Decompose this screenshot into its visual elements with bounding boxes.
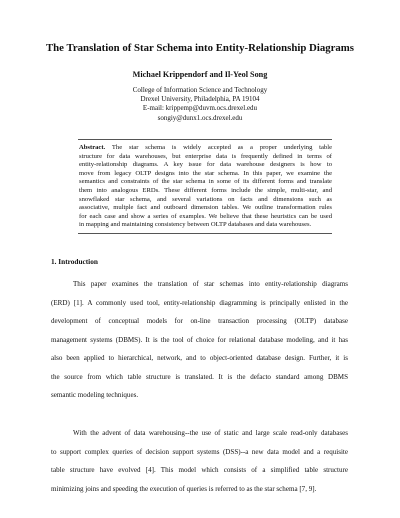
paragraph-line: semantic modeling techniques. (51, 391, 139, 400)
paragraph-line: to support complex queries of decision support systems (DSS)--a new data model and a requisite (51, 447, 348, 456)
section-heading: 1. Introduction (51, 257, 98, 266)
affiliation-email-2: songiy@dunx1.ocs.drexel.edu (157, 113, 243, 122)
paragraph-line: development of conceptual models for on-line transaction processing (OLTP) database (51, 317, 348, 326)
abstract-line: entity-relationship diagrams. A key issue for data warehouse designers is how to (79, 161, 332, 169)
abstract (79, 144, 332, 230)
author-affiliation (0, 86, 400, 123)
paragraph-2 (51, 424, 348, 498)
abstract-line: them into analogous ERDs. These different forms include the simple, multi-star, and (79, 187, 332, 195)
abstract-bottom-rule (78, 233, 332, 234)
abstract-line: for each case and show a series of examples. We believe that these heuristics can be used (79, 212, 332, 220)
abstract-line: in mapping and maintaining consistency between OLTP databases and data warehouses. (79, 221, 312, 229)
paragraph-line: With the advent of data warehousing--the use of static and large scale read-only databases (73, 429, 348, 437)
paragraph-line: also been applied to hierarchical, network, and to object-oriented database design. Further, it is (51, 354, 348, 363)
affiliation-address: Drexel University, Philadelphia, PA 19104 (140, 95, 260, 104)
abstract-line: Abstract. The star schema is widely accepted as a proper underlying table (79, 144, 332, 151)
abstract-line: move from legacy OLTP designs into the star schema. In this paper, we examine the (79, 169, 332, 177)
affiliation-college: College of Information Science and Technology (132, 86, 268, 94)
paragraph-line: the source from which table structure is translated. It is the defacto standard among DBMS (51, 372, 348, 381)
abstract-label: Abstract. (79, 144, 106, 151)
paper-title: The Translation of Star Schema into Entity-Relationship Diagrams (45, 42, 355, 54)
paper-authors: Michael Krippendorf and Il-Yeol Song (132, 70, 268, 79)
paragraph-line: (ERD) [1]. A commonly used tool, entity-relationship diagramming is principally enlisted in the (51, 298, 348, 307)
paragraph-line: This paper examines the translation of star schemas into entity-relationship diagrams (73, 280, 348, 288)
abstract-line: snowflaked star schema, and several variations on facts and dimensions such as (79, 195, 332, 203)
abstract-line: associative, multple fact and outboard dimension tables. We outline transformation rules (79, 204, 332, 212)
paragraph-1 (51, 275, 348, 405)
abstract-line: structure for data warehouses, but enterprise data is frequently defined in terms of (79, 152, 332, 160)
abstract-line: semantics and constraints of the star schema in some of its different forms and translate (79, 178, 332, 186)
abstract-top-rule (78, 139, 332, 140)
paragraph-line: management systems (DBMS). It is the tool of choice for relational database modeling, and it has (51, 335, 348, 344)
paragraph-line: table structure have evolved [4]. This model which consists of a simplified table structure (51, 466, 348, 475)
paragraph-line: minimizing joins and speeding the execution of queries is referred to as the star schema [7, 9]. (51, 484, 317, 493)
affiliation-email-1: E-mail: krippemp@duvm.ocs.drexel.edu (142, 104, 258, 113)
